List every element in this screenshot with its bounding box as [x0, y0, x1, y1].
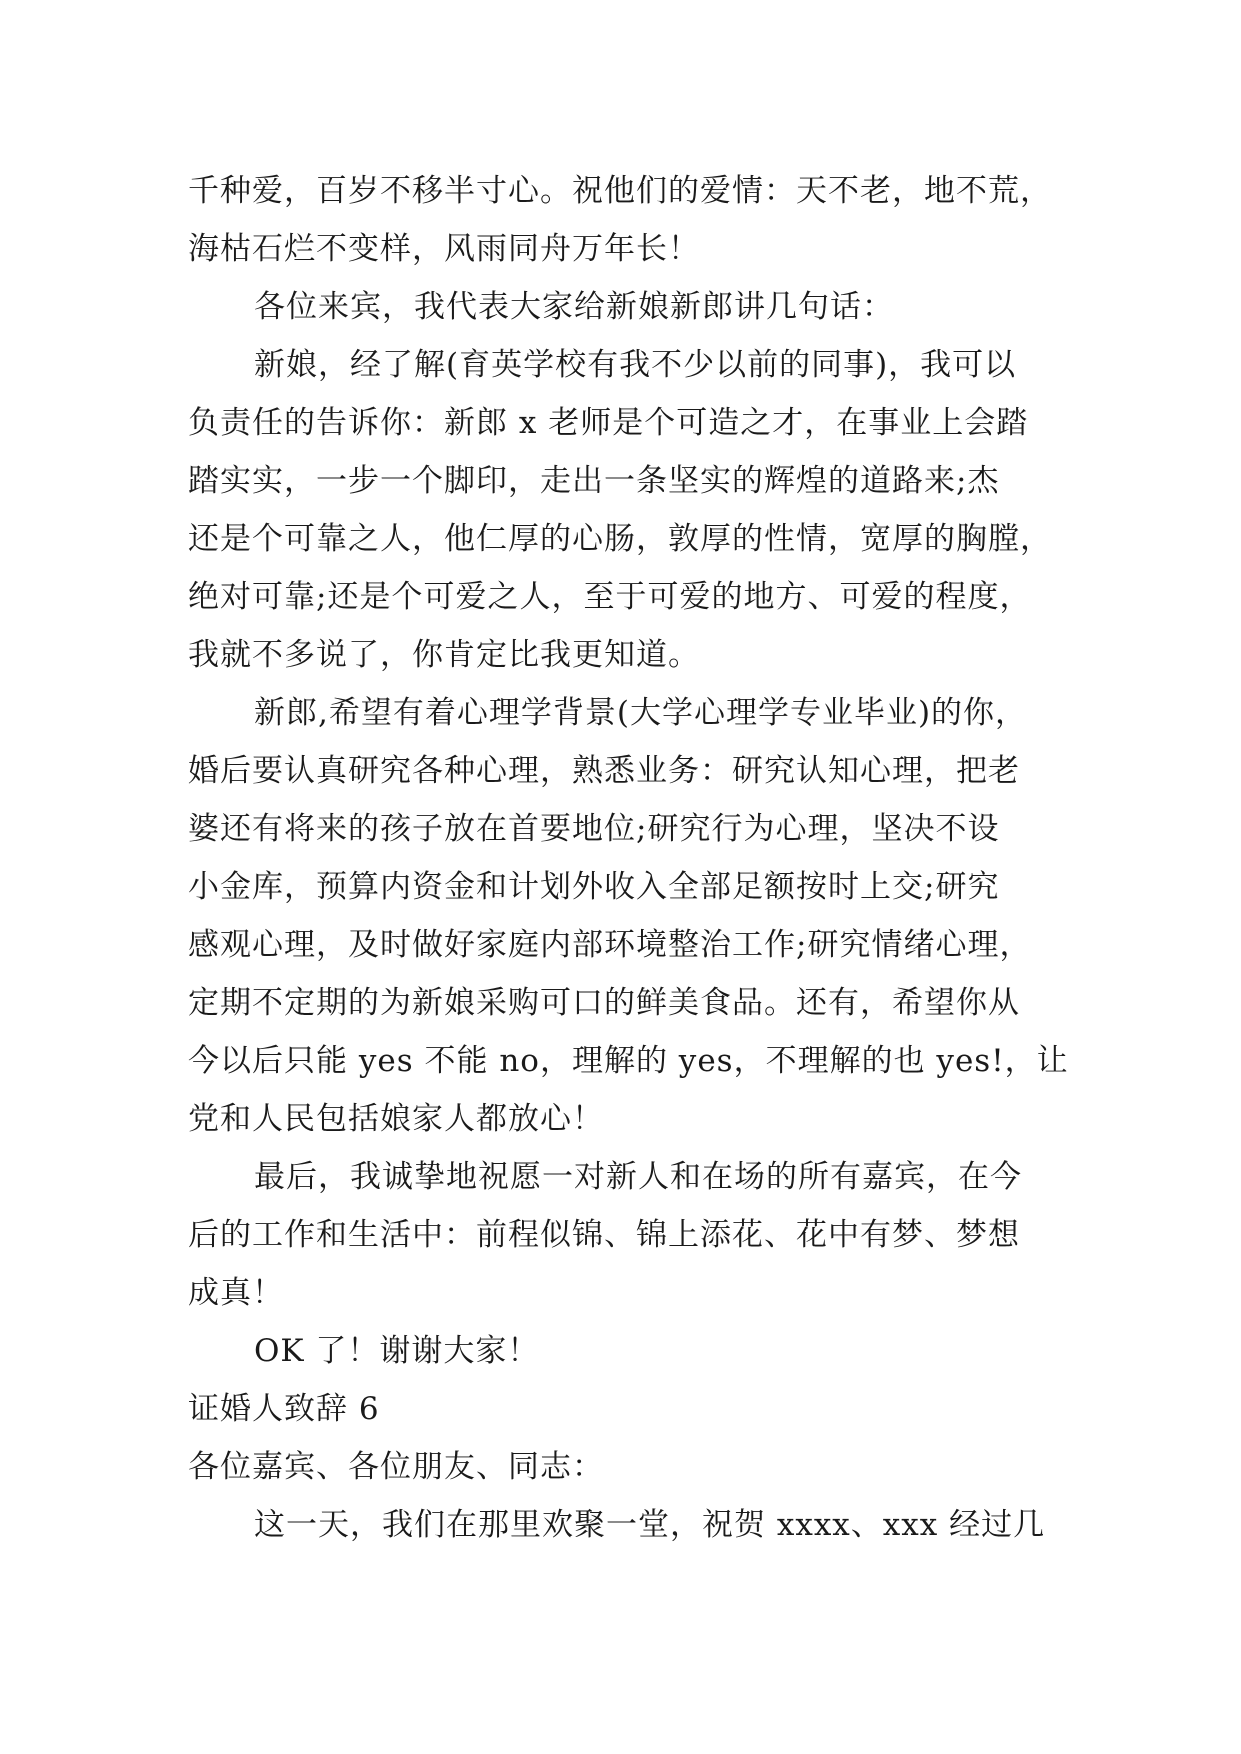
text-line: 千种爱，百岁不移半寸心。祝他们的爱情：天不老，地不荒， — [188, 173, 1052, 209]
section-heading: 证婚人致辞 6 — [188, 1391, 380, 1427]
text-line: 这一天，我们在那里欢聚一堂，祝贺 xxxx、xxx 经过几 — [254, 1507, 1046, 1543]
text-line: 各位来宾，我代表大家给新娘新郎讲几句话： — [254, 289, 894, 325]
text-line: 小金库，预算内资金和计划外收入全部足额按时上交;研究 — [188, 869, 1000, 905]
text-line: 我就不多说了，你肯定比我更知道。 — [188, 637, 700, 673]
salutation-line: 各位嘉宾、各位朋友、同志： — [188, 1449, 604, 1485]
text-line: 海枯石烂不变样，风雨同舟万年长！ — [188, 231, 700, 267]
text-line: 最后，我诚挚地祝愿一对新人和在场的所有嘉宾，在今 — [254, 1159, 1022, 1195]
text-line: 负责任的告诉你：新郎 x 老师是个可造之才，在事业上会踏 — [188, 405, 1029, 441]
text-line: 新娘，经了解(育英学校有我不少以前的同事)，我可以 — [254, 347, 1017, 383]
text-line: 新郎,希望有着心理学背景(大学心理学专业毕业)的你， — [254, 695, 1028, 731]
text-line: 定期不定期的为新娘采购可口的鲜美食品。还有，希望你从 — [188, 985, 1020, 1021]
text-line: 婆还有将来的孩子放在首要地位;研究行为心理，坚决不设 — [188, 811, 1000, 847]
text-line: 感观心理，及时做好家庭内部环境整治工作;研究情绪心理， — [188, 927, 1032, 963]
text-line: 今以后只能 yes 不能 no，理解的 yes，不理解的也 yes!，让 — [188, 1043, 1069, 1079]
document-body — [188, 162, 1088, 1554]
text-line: 党和人民包括娘家人都放心！ — [188, 1101, 604, 1137]
text-line: OK 了！谢谢大家！ — [254, 1333, 540, 1369]
text-line: 绝对可靠;还是个可爱之人，至于可爱的地方、可爱的程度， — [188, 579, 1032, 615]
text-line: 婚后要认真研究各种心理，熟悉业务：研究认知心理，把老 — [188, 753, 1020, 789]
text-line: 还是个可靠之人，他仁厚的心肠，敦厚的性情，宽厚的胸膛， — [188, 521, 1052, 557]
text-line: 成真！ — [188, 1275, 284, 1311]
text-line: 后的工作和生活中：前程似锦、锦上添花、花中有梦、梦想 — [188, 1217, 1020, 1253]
text-line: 踏实实，一步一个脚印，走出一条坚实的辉煌的道路来;杰 — [188, 463, 1000, 499]
